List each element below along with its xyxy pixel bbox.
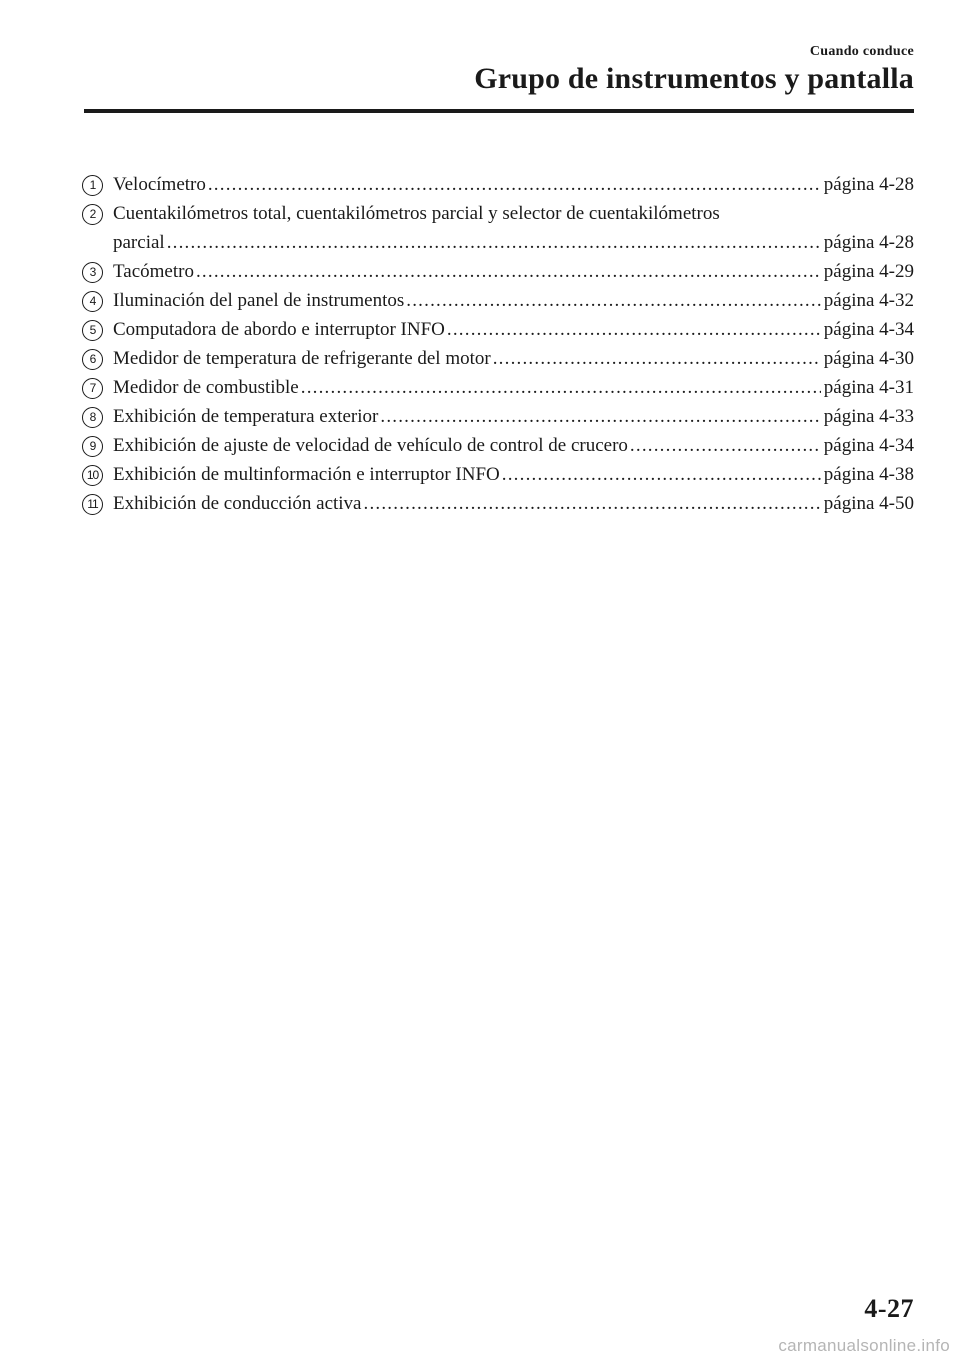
callout-number-9: 9 bbox=[82, 436, 103, 457]
toc-entry bbox=[82, 257, 914, 286]
toc-entry bbox=[82, 286, 914, 315]
callout-number-6: 6 bbox=[82, 349, 103, 370]
callout-number-5: 5 bbox=[82, 320, 103, 341]
toc-entry-label: Computadora de abordo e interruptor INFO bbox=[113, 319, 445, 340]
toc-entry-label: Medidor de combustible bbox=[113, 377, 299, 398]
callout-number-4: 4 bbox=[82, 291, 103, 312]
header-rule bbox=[84, 109, 914, 113]
toc-entry bbox=[82, 315, 914, 344]
toc-entry-label: Exhibición de temperatura exterior bbox=[113, 406, 379, 427]
toc-entry-label: Iluminación del panel de instrumentos bbox=[113, 290, 405, 311]
toc-entry bbox=[82, 170, 914, 199]
table-of-contents bbox=[82, 170, 914, 518]
section-label: Cuando conduce bbox=[809, 44, 914, 59]
dot-leader bbox=[447, 315, 821, 344]
dot-leader bbox=[208, 170, 821, 199]
dot-leader bbox=[167, 228, 821, 257]
dot-leader bbox=[493, 344, 821, 373]
toc-entry-label: Exhibición de multinformación e interruptor INFO bbox=[113, 464, 500, 485]
toc-entry-label: Medidor de temperatura de refrigerante del motor bbox=[113, 348, 491, 369]
callout-number-8: 8 bbox=[82, 407, 103, 428]
page-reference: página 4-38 bbox=[823, 464, 914, 485]
callout-number-2: 2 bbox=[82, 204, 103, 225]
toc-entry bbox=[82, 199, 914, 257]
callout-number-7: 7 bbox=[82, 378, 103, 399]
toc-entry bbox=[82, 489, 914, 518]
toc-entry-label: Tacómetro bbox=[113, 261, 194, 282]
page-reference: página 4-34 bbox=[823, 319, 914, 340]
page-reference: página 4-33 bbox=[823, 406, 914, 427]
callout-number-11: 11 bbox=[82, 494, 103, 515]
page-reference: página 4-30 bbox=[823, 348, 914, 369]
toc-entry-label: Exhibición de ajuste de velocidad de vehículo de control de crucero bbox=[113, 435, 628, 456]
watermark: carmanualsonline.info bbox=[778, 1336, 950, 1355]
page-reference: página 4-28 bbox=[823, 232, 914, 253]
callout-number-10: 10 bbox=[82, 465, 103, 486]
toc-entry bbox=[82, 344, 914, 373]
page-reference: página 4-31 bbox=[823, 377, 914, 398]
toc-entry-label: Velocímetro bbox=[113, 174, 206, 195]
dot-leader bbox=[301, 373, 821, 402]
toc-entry bbox=[82, 402, 914, 431]
dot-leader bbox=[364, 489, 821, 518]
dot-leader bbox=[380, 402, 820, 431]
page-reference: página 4-50 bbox=[823, 493, 914, 514]
page-reference: página 4-34 bbox=[823, 435, 914, 456]
toc-entry-label: Exhibición de conducción activa bbox=[113, 493, 362, 514]
callout-number-1: 1 bbox=[82, 175, 103, 196]
dot-leader bbox=[502, 460, 821, 489]
page-title: Grupo de instrumentos y pantalla bbox=[474, 62, 914, 95]
toc-entry-label: parcial bbox=[113, 232, 165, 253]
dot-leader bbox=[196, 257, 821, 286]
dot-leader bbox=[406, 286, 821, 315]
page-reference: página 4-28 bbox=[823, 174, 914, 195]
toc-entry bbox=[82, 460, 914, 489]
page-number: 4-27 bbox=[864, 1294, 914, 1323]
page-reference: página 4-32 bbox=[823, 290, 914, 311]
dot-leader bbox=[630, 431, 821, 460]
toc-entry-label-line1: Cuentakilómetros total, cuentakilómetros parcial y selector de cuentakilómetros bbox=[113, 203, 720, 224]
toc-entry bbox=[82, 431, 914, 460]
page-reference: página 4-29 bbox=[823, 261, 914, 282]
toc-entry bbox=[82, 373, 914, 402]
callout-number-3: 3 bbox=[82, 262, 103, 283]
